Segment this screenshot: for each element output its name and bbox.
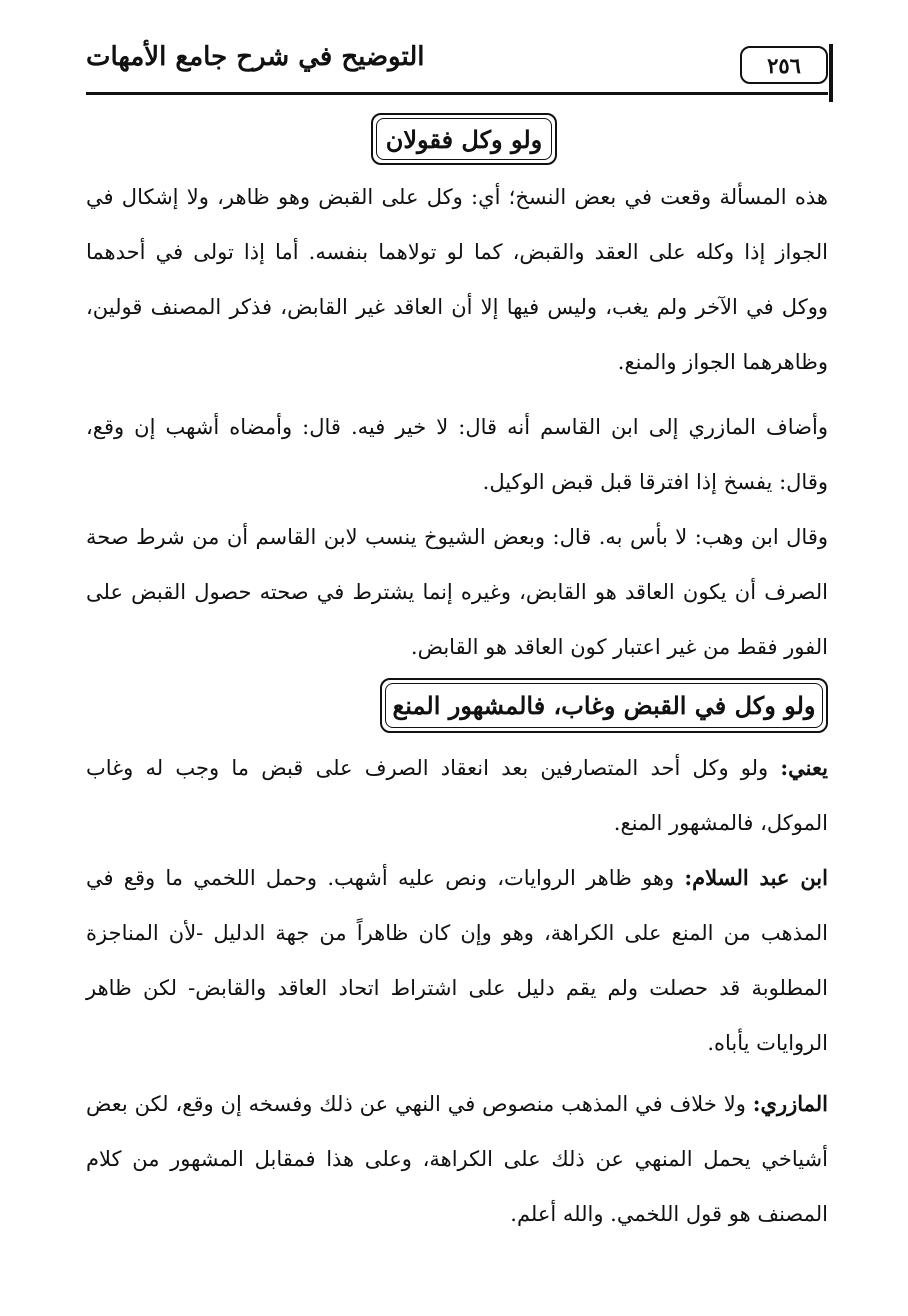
- paragraph-4-lead: يعني:: [780, 755, 828, 780]
- paragraph-5-body: وهو ظاهر الروايات، ونص عليه أشهب. وحمل اللخمي ما وقع في المذهب من المنع على الكراهة، وهو وإن كان ظاهراً من جهة الدليل -لأن المناجزة المطلوبة قد حصلت ولم يقم دليل على اشتراط اتحاد العاقد والقابض- لكن ظاهر الروايات يأباه.: [86, 866, 828, 1055]
- paragraph-6: [86, 1076, 828, 1242]
- paragraph-6-lead: المازري:: [752, 1091, 828, 1116]
- paragraph-5: [86, 850, 828, 1071]
- paragraph-6-body: ولا خلاف في المذهب منصوص في النهي عن ذلك وفسخه إن وقع، لكن بعض أشياخي يحمل المنهي عن ذلك على الكراهة، وعلى هذا فمقابل المشهور من كلام المصنف هو قول اللخمي. والله أعلم.: [86, 1092, 828, 1226]
- book-title: التوضيح في شرح جامع الأمهات: [86, 42, 425, 72]
- paragraph-4: [86, 740, 828, 851]
- page-number: [740, 46, 828, 84]
- section-heading-1-text: ولو وكل فقولان: [385, 124, 543, 154]
- running-header: [86, 38, 828, 94]
- section-heading-2-text: ولو وكل في القبض وغاب، فالمشهور المنع: [392, 691, 816, 720]
- paragraph-1: هذه المسألة وقعت في بعض النسخ؛ أي: وكل على القبض وهو ظاهر، ولا إشكال في الجواز إذا وكله على العقد والقبض، كما لو تولاهما بنفسه. أما إذا تولى في أحدهما ووكل في الآخر ولم يغب، وليس فيها إلا أن العاقد غير القابض، فذكر المصنف قولين، وظاهرهما الجواز والمنع.: [86, 185, 828, 374]
- page-number-text: ٢٥٦: [767, 52, 801, 78]
- paragraph-2: وأضاف المازري إلى ابن القاسم أنه قال: لا خير فيه. قال: وأمضاه أشهب إن وقع، وقال: يفسخ إذا افترقا قبل قبض الوكيل.: [86, 415, 828, 494]
- paragraph-3: وقال ابن وهب: لا بأس به. قال: وبعض الشيوخ ينسب لابن القاسم أن من شرط صحة الصرف أن يكون العاقد هو القابض، وغيره إنما يشترط في صحته حصول القبض على الفور فقط من غير اعتبار كون العاقد هو القابض.: [86, 525, 828, 659]
- section-heading-1: [371, 113, 557, 165]
- section-heading-2: [380, 678, 828, 733]
- paragraph-5-lead: ابن عبد السلام:: [684, 865, 828, 890]
- header-rule: [86, 92, 828, 95]
- paragraph-4-body: ولو وكل أحد المتصارفين بعد انعقاد الصرف على قبض ما وجب له وغاب الموكل، فالمشهور المنع.: [86, 756, 828, 835]
